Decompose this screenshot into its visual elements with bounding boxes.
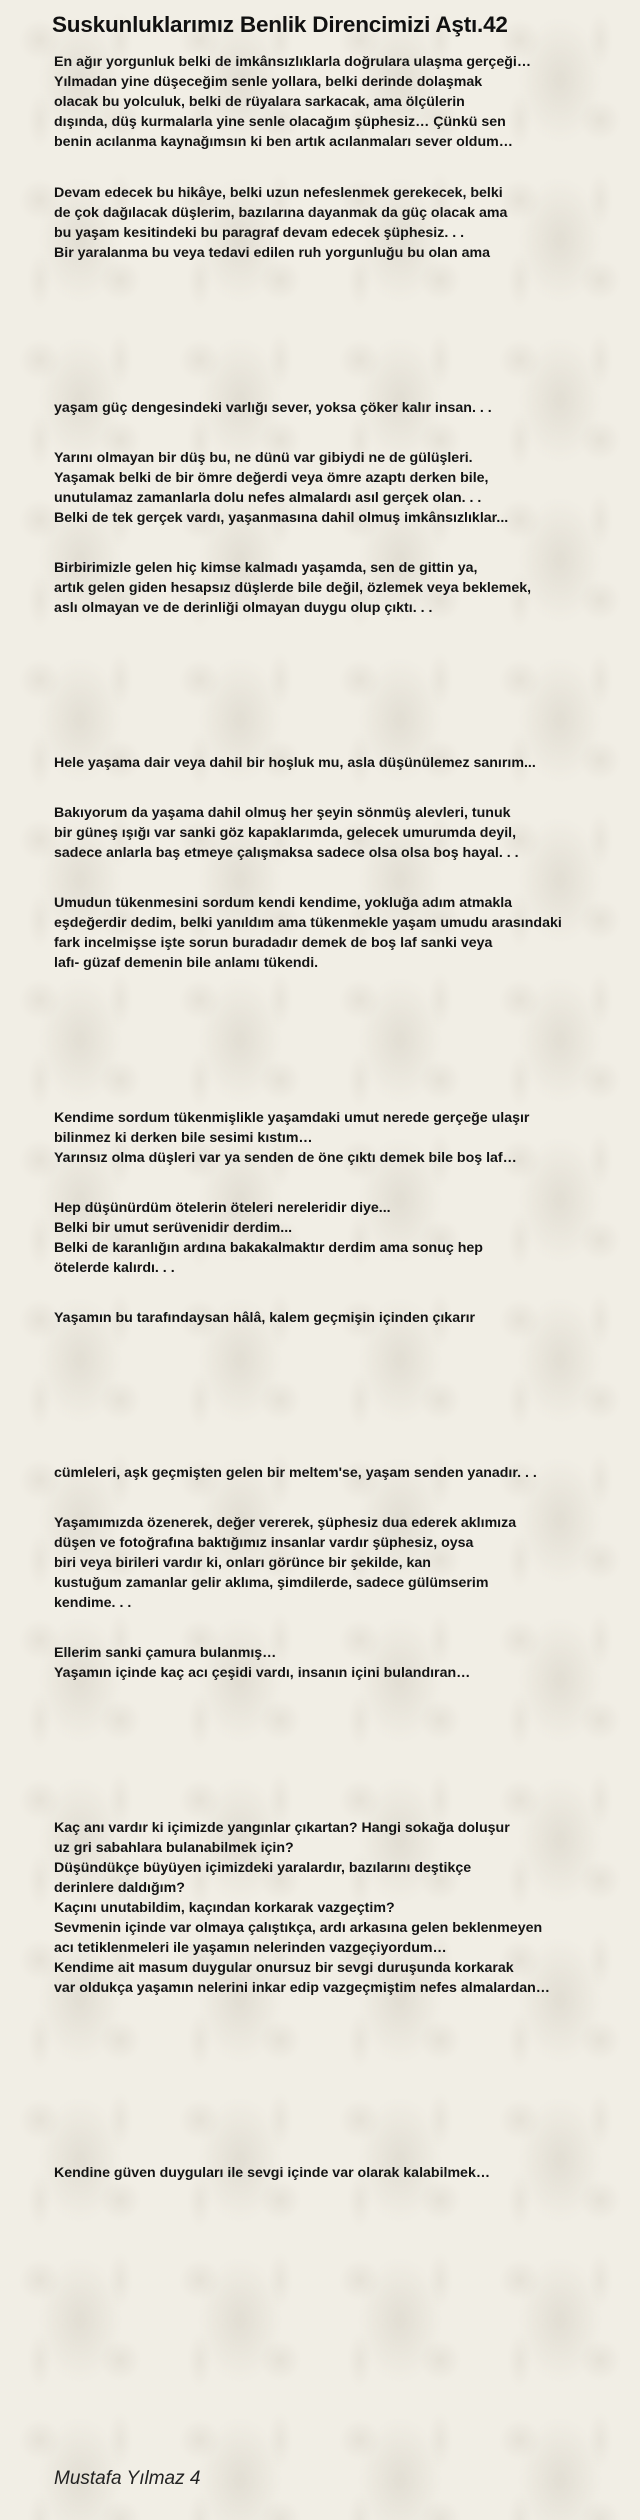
poem-line: Hep düşünürdüm ötelerin öteleri nereleridir diye... [54,1200,391,1216]
poem-line: bilinmez ki derken bile sesimi kıstım… [54,1130,313,1146]
poem-line: fark incelmişse işte sorun buradadır demek de boş laf sanki veya [54,935,493,951]
poem-line: Kaçını unutabildim, kaçından korkarak vazgeçtim? [54,1900,395,1916]
poem-line: Yaşamak belki de bir ömre değerdi veya ömre azaptı derken bile, [54,470,489,486]
poem-line: Düşündükçe büyüyen içimizdeki yaralardır, bazılarını deştikçe [54,1860,472,1876]
poem-line: derinlere daldığım? [54,1880,185,1896]
poem-line: Kendime sordum tükenmişlikle yaşamdaki umut nerede gerçeğe ulaşır [54,1110,530,1126]
poem-line: Yaşamın bu tarafındaysan hâlâ, kalem geçmişin içinden çıkarır [54,1310,476,1326]
poem-line: Belki de karanlığın ardına bakakalmaktır derdim ama sonuç hep [54,1240,483,1256]
author-name: Mustafa Yılmaz 4 [54,2468,201,2489]
poem-line: lafı- güzaf demenin bile anlamı tükendi. [54,955,319,971]
poem-line: bir güneş ışığı var sanki göz kapaklarımda, gelecek umurumda deyil, [54,825,517,841]
poem-line: var oldukça yaşamın nelerini inkar edip vazgeçmiştim nefes almalardan… [54,1980,550,1996]
poem-line: dışında, düş kurmalarla yine senle olacağım şüphesiz… Çünkü sen [54,114,506,130]
poem-line: biri veya birileri vardır ki, onları görünce bir şekilde, kan [54,1555,431,1571]
poem-line: Yaşamın içinde kaç acı çeşidi vardı, insanın içini bulandıran… [54,1665,471,1681]
poem-line: yaşam güç dengesindeki varlığı sever, yoksa çöker kalır insan. . . [54,400,492,416]
poem-line: Bir yaralanma bu veya tedavi edilen ruh yorgunluğu bu olan ama [54,245,490,261]
poem-line: düşen ve fotoğrafına baktığımız insanlar vardır şüphesiz, oysa [54,1535,474,1551]
poem-line: Bakıyorum da yaşama dahil olmuş her şeyin sönmüş alevleri, tunuk [54,805,511,821]
poem-line: Kendine güven duyguları ile sevgi içinde var olarak kalabilmek… [54,2165,491,2181]
poem-line: uz gri sabahlara bulanabilmek için? [54,1840,294,1856]
poem-line: aslı olmayan ve de derinliği olmayan duygu olup çıktı. . . [54,600,433,616]
poem-title: Suskunluklarımız Benlik Direncimizi Aştı.42 [52,12,508,37]
poem-line: artık gelen giden hesapsız düşlerde bile değil, özlemek veya beklemek, [54,580,532,596]
poem-line: Kaç anı vardır ki içimizde yangınlar çıkartan? Hangi sokağa doluşur [54,1820,510,1836]
poem-line: Umudun tükenmesini sordum kendi kendime, yokluğa adım atmakla [54,895,513,911]
poem-line: En ağır yorgunluk belki de imkânsızlıklarla doğrulara ulaşma gerçeği… [54,54,532,70]
poem-line: eşdeğerdir dedim, belki yanıldım ama tükenmekle yaşam umudu arasındaki [54,915,562,931]
poem-line: benin acılanma kaynağımsın ki ben artık acılanmaları sever oldum… [54,134,513,150]
poem-line: Devam edecek bu hikâye, belki uzun nefeslenmek gerekecek, belki [54,185,503,201]
poem-line: unutulamaz zamanlarla dolu nefes almalardı asıl gerçek olan. . . [54,490,482,506]
poem-line: Belki bir umut serüvenidir derdim... [54,1220,293,1236]
poem-line: kendime. . . [54,1595,132,1611]
poem-line: bu yaşam kesitindeki bu paragraf devam edecek şüphesiz. . . [54,225,465,241]
poem-line: Hele yaşama dair veya dahil bir hoşluk mu, asla düşünülemez sanırım... [54,755,536,771]
poem-line: acı tetiklenmeleri ile yaşamın nelerinden vazgeçiyordum… [54,1940,447,1956]
poem-line: Birbirimizle gelen hiç kimse kalmadı yaşamda, sen de gittin ya, [54,560,478,576]
poem-line: Kendime ait masum duygular onursuz bir sevgi duruşunda korkarak [54,1960,514,1976]
poem-line: ötelerde kalırdı. . . [54,1260,175,1276]
poem-line: Ellerim sanki çamura bulanmış… [54,1645,277,1661]
poem-line: cümleleri, aşk geçmişten gelen bir meltem'se, yaşam senden yanadır. . . [54,1465,537,1481]
poem-line: Yarını olmayan bir düş bu, ne dünü var gibiydi ne de gülüşleri. [54,450,473,466]
poem-line: Yaşamımızda özenerek, değer vererek, şüphesiz dua ederek aklımıza [54,1515,517,1531]
poem-line: Yarınsız olma düşleri var ya senden de öne çıktı demek bile boş laf… [54,1150,517,1166]
poem-line: de çok dağılacak düşlerim, bazılarına dayanmak da güç olacak ama [54,205,508,221]
poem-line: Yılmadan yine düşeceğim senle yollara, belki derinde dolaşmak [54,74,483,90]
poem-line: Belki de tek gerçek vardı, yaşanmasına dahil olmuş imkânsızlıklar... [54,510,509,526]
poem-line: Sevmenin içinde var olmaya çalıştıkça, ardı arkasına gelen beklenmeyen [54,1920,543,1936]
poem-line: olacak bu yolculuk, belki de rüyalara sarkacak, ama ölçülerin [54,94,465,110]
poem-line: sadece anlarla baş etmeye çalışmaksa sadece olsa olsa boş hayal. . . [54,845,519,861]
poem-line: kustuğum zamanlar gelir aklıma, şimdilerde, sadece gülümserim [54,1575,489,1591]
